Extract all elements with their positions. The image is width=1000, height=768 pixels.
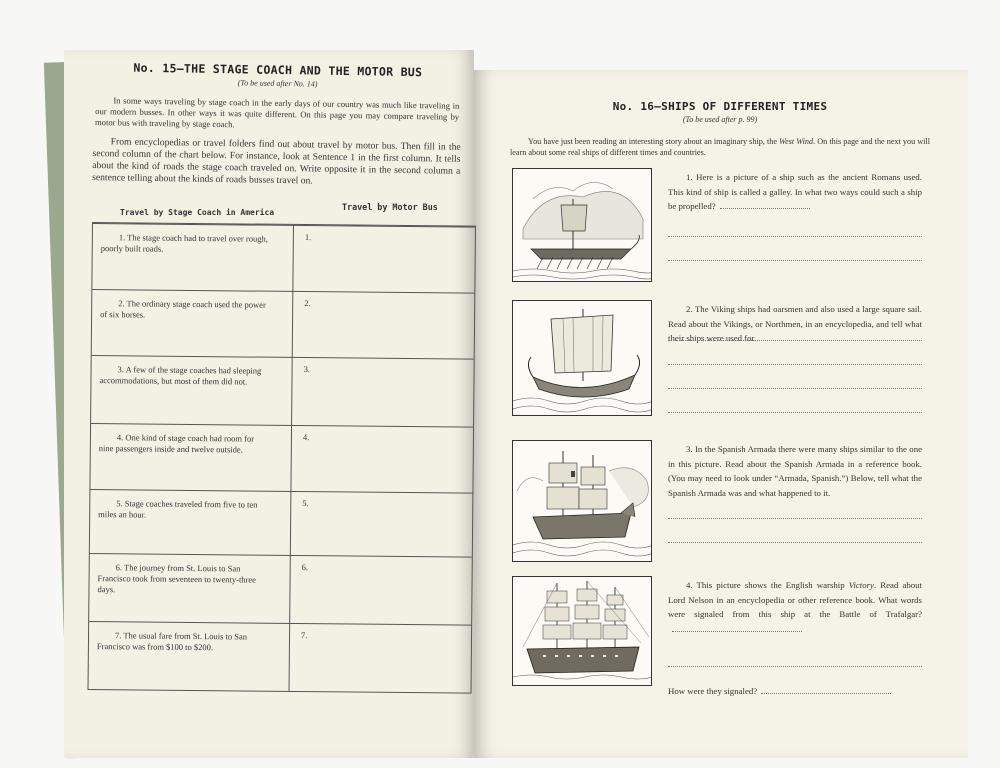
answer-line[interactable]	[668, 236, 922, 237]
question-1-prompt: 1. Here is a picture of a ship such as the ancient Romans used. This kind of ship is called a galley. In what two ways could such a ship be propelled?	[668, 172, 922, 211]
right-page-intro	[510, 136, 930, 158]
question-4-text	[668, 578, 922, 636]
question-4-ship-name: Victory	[848, 580, 874, 590]
question-1-text	[668, 170, 922, 214]
table-row	[92, 223, 475, 293]
right-page-subtitle: (To be used after p. 99)	[682, 115, 758, 124]
stage-coach-statement: 6. The journey from St. Louis to San Francisco took from seventeen to twenty-three days.	[97, 562, 257, 595]
chart-column-headers	[92, 202, 472, 220]
stage-coach-statement: 1. The stage coach had to travel over rough, poorly built roads.	[100, 232, 268, 254]
armada-galleon-illustration	[512, 440, 652, 562]
table-row	[89, 553, 472, 625]
question-4-followup	[668, 684, 922, 699]
answer-line[interactable]	[668, 364, 922, 365]
intro-ship-name: West Wind	[779, 137, 814, 146]
question-2-text: 2. The Viking ships had oarsmen and also used a large square sail. Read about the Vikings, or Northmen, in an encyclopedia, and tell what their ships were used for.	[668, 304, 922, 343]
question-4	[512, 576, 924, 708]
left-page-intro: In some ways traveling by stage coach in the early days of our country was much like traveling in our modern busses. In other ways it was quite different. On this page you may compare traveling by motor bus with traveling by stage coach.	[94, 95, 460, 130]
stage-coach-statement: 5. Stage coaches traveled from five to ten miles an hour.	[98, 498, 258, 520]
left-page-title: No. 15—THE STAGE COACH AND THE MOTOR BUS	[133, 60, 423, 80]
question-4-prompt-start: 4. This picture shows the English warship	[686, 580, 849, 590]
right-page-title: No. 16—SHIPS OF DIFFERENT TIMES	[612, 100, 828, 113]
right-page-header	[510, 100, 930, 158]
answer-line[interactable]	[668, 260, 922, 261]
victory-warship-illustration	[512, 576, 652, 686]
column-header-stage-coach: Travel by Stage Coach in America	[120, 208, 275, 217]
table-row	[88, 621, 471, 695]
viking-ship-illustration	[512, 300, 652, 416]
motor-bus-answer-cell[interactable]: 7.	[300, 630, 308, 641]
question-2	[512, 300, 924, 426]
left-page-text	[90, 60, 464, 190]
motor-bus-answer-cell[interactable]: 3.	[303, 364, 311, 375]
table-row	[90, 423, 473, 493]
motor-bus-answer-cell[interactable]: 1.	[304, 232, 312, 243]
stage-coach-statement: 7. The usual fare from St. Louis to San Francisco was from $100 to $200.	[96, 630, 248, 653]
question-4-prompt-end: . Read about Lord Nelson in an encyclopedia or other reference book. What words were signaled from this ship at the Battle of Trafalgar?	[668, 580, 922, 619]
table-row	[90, 489, 473, 557]
answer-line[interactable]	[761, 693, 891, 694]
table-row	[91, 355, 474, 427]
answer-line[interactable]	[668, 518, 922, 519]
question-3	[512, 440, 924, 566]
intro-text-start: You have just been reading an interesting story about an imaginary ship, the	[528, 137, 780, 146]
answer-line[interactable]	[668, 542, 922, 543]
motor-bus-answer-cell[interactable]: 5.	[302, 498, 309, 509]
answer-line[interactable]	[668, 388, 922, 389]
answer-line[interactable]	[668, 666, 922, 667]
motor-bus-answer-cell[interactable]: 2.	[304, 298, 311, 309]
left-page-subtitle: (To be used after No. 14)	[237, 78, 318, 89]
galley-ship-illustration	[512, 168, 652, 282]
stage-coach-statement: 3. A few of the stage coaches had sleeping accommodations, but most of them did not.	[99, 364, 262, 387]
question-3-text: 3. In the Spanish Armada there were many ships similar to the one in this picture. Read about the Spanish Armada in a reference book. (You may need to look under “Armada, Spanish.”) Below, tell what the Spanish Armada was and what happened to it.	[668, 444, 922, 498]
stage-coach-statement: 2. The ordinary stage coach used the power of six horses.	[100, 298, 266, 320]
answer-line[interactable]	[720, 208, 810, 209]
comparison-chart	[88, 222, 476, 694]
intro-text-end: . On this page and the next you will learn about some real ships of different times and countries.	[510, 137, 931, 157]
answer-line[interactable]	[668, 412, 922, 413]
question-1	[512, 168, 924, 288]
table-row	[92, 289, 475, 359]
column-header-motor-bus: Travel by Motor Bus	[342, 202, 438, 212]
answer-line[interactable]	[672, 631, 802, 632]
left-page-instruction: From encyclopedias or travel folders find out about travel by motor bus. Then fill in the second column of the chart below. For instance, look at Sentence 1 in the first column. It tells about the kind of roads the stage coach traveled on. Write opposite it in the second column a sentence telling about the kinds of roads busses travel on.	[92, 136, 461, 187]
answer-line[interactable]	[668, 340, 922, 341]
motor-bus-answer-cell[interactable]: 4.	[302, 432, 310, 443]
motor-bus-answer-cell[interactable]: 6.	[301, 562, 309, 573]
question-4-followup-prompt: How were they signaled?	[668, 686, 758, 696]
stage-coach-statement: 4. One kind of stage coach had room for nine passengers inside and twelve outside.	[98, 432, 255, 455]
